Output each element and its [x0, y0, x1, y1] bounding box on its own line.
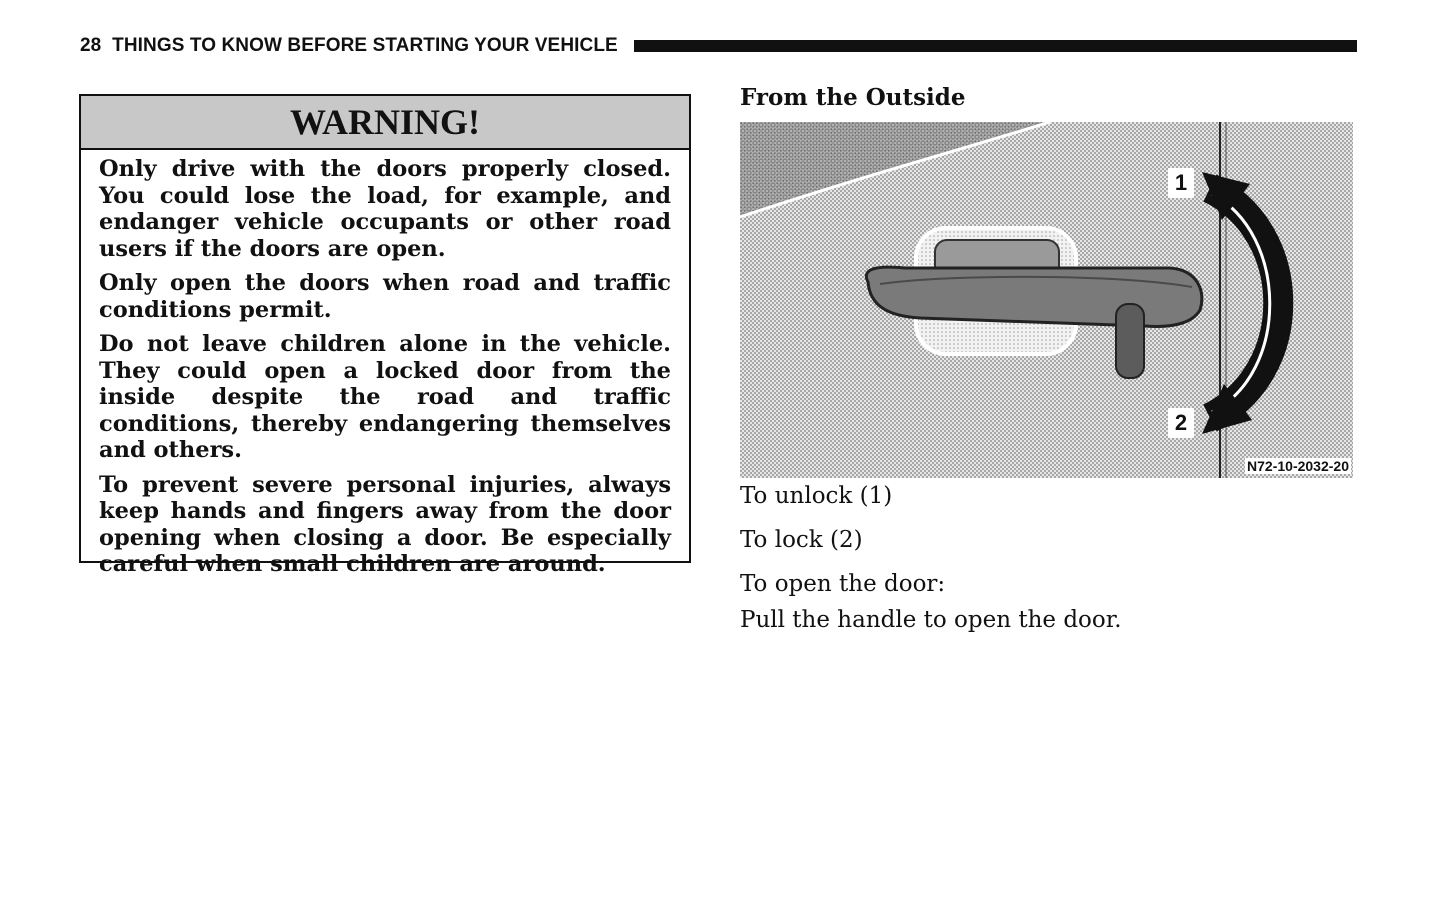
figure-code: N72-10-2032-20: [1247, 458, 1349, 474]
lock-text: To lock (2): [740, 527, 863, 553]
door-handle-figure: [740, 122, 1353, 478]
right-column: [740, 80, 1355, 638]
open-instruction: Pull the handle to open the door.: [740, 607, 1122, 633]
callout-2: 2: [1168, 408, 1194, 438]
warning-box: [79, 94, 691, 577]
outside-instructions: [740, 478, 1355, 638]
page-header: [80, 34, 1357, 58]
from-outside-heading: From the Outside: [740, 84, 966, 111]
callout-1: 1: [1168, 168, 1194, 198]
header-text: [80, 35, 618, 57]
unlock-text: To unlock (1): [740, 483, 893, 509]
warning-paragraph-1: Only drive with the doors properly closed. You could lose the load, for example, and endanger vehicle occupants or other road users if the doors are open.: [99, 156, 671, 262]
section-title: THINGS TO KNOW BEFORE STARTING YOUR VEHICLE: [112, 35, 618, 56]
header-rule: [634, 40, 1357, 52]
warning-paragraph-4: To prevent severe personal injuries, always keep hands and fingers away from the door opening when closing a door. Be especially careful when small children are around.: [99, 471, 671, 577]
page-number: 28: [80, 35, 102, 56]
warning-body: [81, 150, 689, 578]
warning-paragraph-2: Only open the doors when road and traffic conditions permit.: [99, 270, 671, 323]
warning-paragraph-3: Do not leave children alone in the vehicle. They could open a locked door from the inside despite the road and traffic conditions, thereby endangering themselves and others.: [99, 331, 671, 463]
open-label: To open the door:: [740, 571, 946, 597]
warning-title: WARNING!: [81, 96, 689, 150]
door-handle-illustration: [740, 122, 1353, 478]
